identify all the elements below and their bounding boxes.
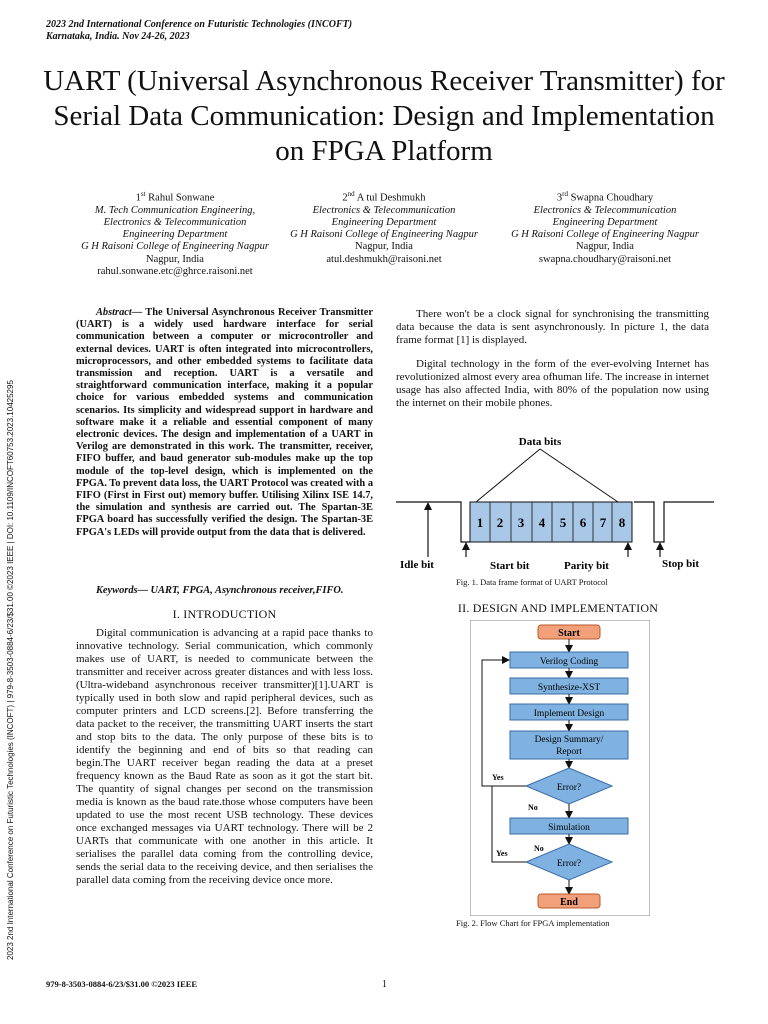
conference-location: Karnataka, India. Nov 24-26, 2023 (46, 31, 190, 42)
yes-label-1: Yes (492, 773, 504, 782)
stop-bit-label: Stop bit (662, 558, 699, 570)
author-ordinal: 1 (135, 192, 141, 204)
bracket-right-line (540, 449, 618, 502)
author-email: swapna.choudhary@raisoni.net (538, 253, 672, 265)
author-email: atul.deshmukh@raisoni.net (326, 253, 442, 265)
waveform-stop (634, 502, 714, 542)
stop-arrow-head (656, 542, 664, 550)
idle-bit-label: Idle bit (400, 559, 434, 571)
start-label: Start (558, 628, 580, 639)
author-block-1 (60, 188, 290, 278)
step-verilog-coding-label: Verilog Coding (539, 657, 599, 667)
author-city: Nagpur, India (355, 241, 413, 253)
start-arrow-head (462, 542, 470, 550)
bracket-left-line (476, 449, 540, 502)
author-affiliation: G H Raisoni College of Engineering Nagpur (81, 241, 269, 253)
author-affiliation: Electronics & Telecommunication (312, 204, 456, 216)
introduction-paragraph: Digital communication is advancing at a rapid pace thanks to innovative technology. Serial communication, which commonly makes use of UART, is needed to communicate between the transmitter and receiver across greater distances and with less loss.(Ultra-wideband asynchronous receiver transmitter)[1].UART is typically used in both slow and rapid peripheral devices, such as computer printers and LCD screens.[2]. Before transferring the data packet to the receiver, the transmitting UART inserts the start and stop bits to the data. The only purpose of these bits is to identify the beginning and end of bits so that reading can begin.The UART receiver began reading the data at a preset frequency known as the Baud Rate as soon as it got the start bit. The quantity of signal changes per second on the transmission media is known as the baud rate.those whose computers have been updated to use the most recent USB technology. These devices once exchanged messages via UART technology. There will be 2 UARTs that communicate with one another in this article. It serialises the parallel data coming from the controlling device, sends the serial data to the receiving device, and then serialises the parallel data coming from the receiving device once more. (76, 627, 373, 886)
introduction-body (76, 627, 373, 887)
waveform-idle (396, 502, 470, 542)
step-synthesize-label: Synthesize-XST (537, 683, 601, 693)
figure-2-caption: Fig. 2. Flow Chart for FPGA implementation (456, 918, 610, 928)
conference-name: 2023 2nd International Conference on Futuristic Technologies (INCOFT) (46, 19, 353, 30)
author-block-3 (490, 188, 720, 266)
step-simulation-label: Simulation (548, 823, 590, 833)
author-name: Rahul Sonwane (148, 192, 215, 204)
author-name: A tul Deshmukh (356, 192, 426, 204)
author-ordinal-suffix: st (140, 190, 146, 198)
bit-7: 7 (599, 515, 607, 530)
right-column-text (396, 308, 709, 410)
section-heading-design: II. DESIGN AND IMPLEMENTATION (457, 601, 659, 615)
step-implement-design-label: Implement Design (533, 709, 605, 719)
data-bits-label: Data bits (518, 436, 562, 448)
author-ordinal-suffix: nd (347, 190, 355, 198)
bit-1: 1 (476, 515, 484, 530)
author-affiliation: Engineering Department (122, 229, 228, 241)
figure-1-caption: Fig. 1. Data frame format of UART Protocol (456, 577, 608, 587)
bit-8: 8 (618, 515, 626, 530)
section-heading-introduction: I. INTRODUCTION (172, 607, 277, 621)
author-email: rahul.sonwane.etc@ghrce.raisoni.net (97, 265, 253, 277)
yes-label-2: Yes (496, 849, 508, 858)
step-design-summary-label: Design Summary/ (534, 735, 604, 745)
bit-2: 2 (496, 515, 504, 530)
end-label: End (560, 897, 578, 908)
conference-header (46, 19, 352, 43)
author-affiliation: G H Raisoni College of Engineering Nagpur (290, 229, 478, 241)
no-label-1: No (528, 803, 538, 812)
author-ordinal: 2 (342, 192, 348, 204)
paragraph-clock-signal: There won't be a clock signal for synchronising the transmitting data because the data is sent asynchronously. In picture 1, the data frame format [1] is displayed. (396, 308, 709, 346)
author-ordinal: 3 (556, 192, 563, 204)
keywords (76, 585, 373, 596)
footer-copyright: 979-8-3503-0884-6/23/$31.00 ©2023 IEEE (46, 979, 198, 989)
idle-arrow-head (424, 502, 432, 510)
sidebar-doi-strip: 2023 2nd International Conference on Futuristic Technologies (INCOFT) | 979-8-3503-0884-6/23/$31.00 ©2023 IEEE | DOI: 10.1109/INCOFT60753.2023.10425295 (6, 380, 15, 960)
figure-fpga-flowchart (470, 620, 650, 916)
author-city: Nagpur, India (576, 241, 634, 253)
bit-6: 6 (579, 515, 587, 530)
keywords-text: Keywords— UART, FPGA, Asynchronous receiver,FIFO. (96, 585, 344, 596)
abstract-dash: — (131, 307, 143, 318)
author-ordinal-suffix: rd (562, 190, 568, 198)
step-report-label: Report (556, 747, 582, 757)
abstract-text: The Universal Asynchronous Receiver Transmitter (UART) is a widely used hardware interface for serial communication between a computer or microcontroller and external devices. UART is often integrated into microcontrollers, microprocessors, and other embedded systems to facilitate data transmission and reception. UART is a versatile and straightforward communication interface, making it a popular choice for various embedded systems and communication scenarios. Its simplicity and widespread support in hardware and software make it a reliable and essential component of many electronic devices. The design and implementation of a UART in Verilog are demonstrated in this work. The transmitter, receiver, FIFO buffer, and baud generator sub-modules make up the top module of the top-level design, which is implemented on the FPGA. To prevent data loss, the UART Protocol was created with a FIFO (First in First out) memory buffer. Utilising Xilinx ISE 14.7, the simulation and synthesis are carried out. The Spartan-3E FPGA board has successfully verified the design. The Spartan-3E FPGA's LEDs will provide output from the data that is delivered. (76, 307, 374, 538)
paper-title: UART (Universal Asynchronous Receiver Transmitter) for Serial Data Communication: Design and Implementation on FPGA Platform (43, 65, 725, 167)
paragraph-digital-technology: Digital technology in the form of the ever-evolving Internet has revolutionized almost every area ofhuman life. The increase in internet usage has also affected India, with 80% of the population now using the internet on their mobile phones. (396, 358, 709, 409)
parity-arrow-head (624, 542, 632, 550)
data-bits-box (470, 502, 632, 542)
author-block-2 (269, 188, 499, 266)
figure-uart-frame-diagram (396, 432, 714, 580)
decision-error-2-label: Error? (556, 859, 582, 869)
page-number: 1 (382, 979, 387, 990)
no-label-2: No (534, 844, 544, 853)
decision-error-1-label: Error? (556, 783, 582, 793)
author-affiliation: M. Tech Communication Engineering, (94, 204, 256, 216)
abstract-label: Abstract (96, 307, 132, 318)
bit-3: 3 (517, 515, 525, 530)
bit-4: 4 (538, 515, 546, 530)
author-affiliation: Electronics & Telecommunication (533, 204, 677, 216)
start-bit-label: Start bit (490, 560, 530, 572)
abstract (76, 307, 373, 539)
bit-5: 5 (559, 515, 567, 530)
author-affiliation: Engineering Department (331, 216, 437, 228)
author-affiliation: Engineering Department (552, 216, 658, 228)
author-affiliation: Electronics & Telecommunication (103, 216, 247, 228)
author-city: Nagpur, India (146, 253, 204, 265)
author-affiliation: G H Raisoni College of Engineering Nagpur (511, 229, 699, 241)
parity-bit-label: Parity bit (564, 560, 609, 572)
author-name: Swapna Choudhary (570, 192, 654, 204)
